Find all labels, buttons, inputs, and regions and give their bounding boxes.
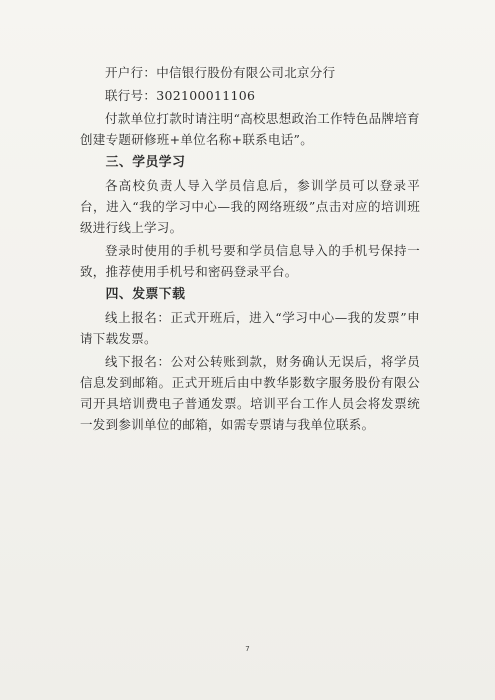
section-4-paragraph-1: 线上报名：正式开班后，进入“学习中心—我的发票”申请下载发票。 bbox=[80, 310, 420, 346]
section-4-paragraph-2: 线下报名：公对公转账到款，财务确认无误后，将学员信息发到邮箱。正式开班后由中教华影数字服务股份有限公司开具培训费电子普通发票。培训平台工作人员会将发票统一发到参训单位的邮箱，如需专票请与我单位联系。 bbox=[80, 354, 420, 432]
bank-line: 开户行：中信银行股份有限公司北京分行 bbox=[105, 65, 336, 80]
payment-note: 付款单位打款时请注明“高校思想政治工作特色品牌培育创建专题研修班+单位名称+联系电话”。 bbox=[80, 111, 420, 147]
routing-number-line: 联行号：302100011106 bbox=[105, 88, 256, 103]
page-number: 7 bbox=[245, 645, 250, 653]
section-3-heading: 三、学员学习 bbox=[105, 155, 186, 170]
document-body bbox=[80, 62, 420, 437]
section-3-paragraph-2: 登录时使用的手机号要和学员信息导入的手机号保持一致，推荐使用手机号和密码登录平台。 bbox=[80, 243, 420, 279]
section-3-paragraph-1: 各高校负责人导入学员信息后，参训学员可以登录平台，进入“我的学习中心—我的网络班级”点击对应的培训班级进行线上学习。 bbox=[80, 178, 420, 235]
section-4-heading: 四、发票下载 bbox=[105, 287, 186, 302]
